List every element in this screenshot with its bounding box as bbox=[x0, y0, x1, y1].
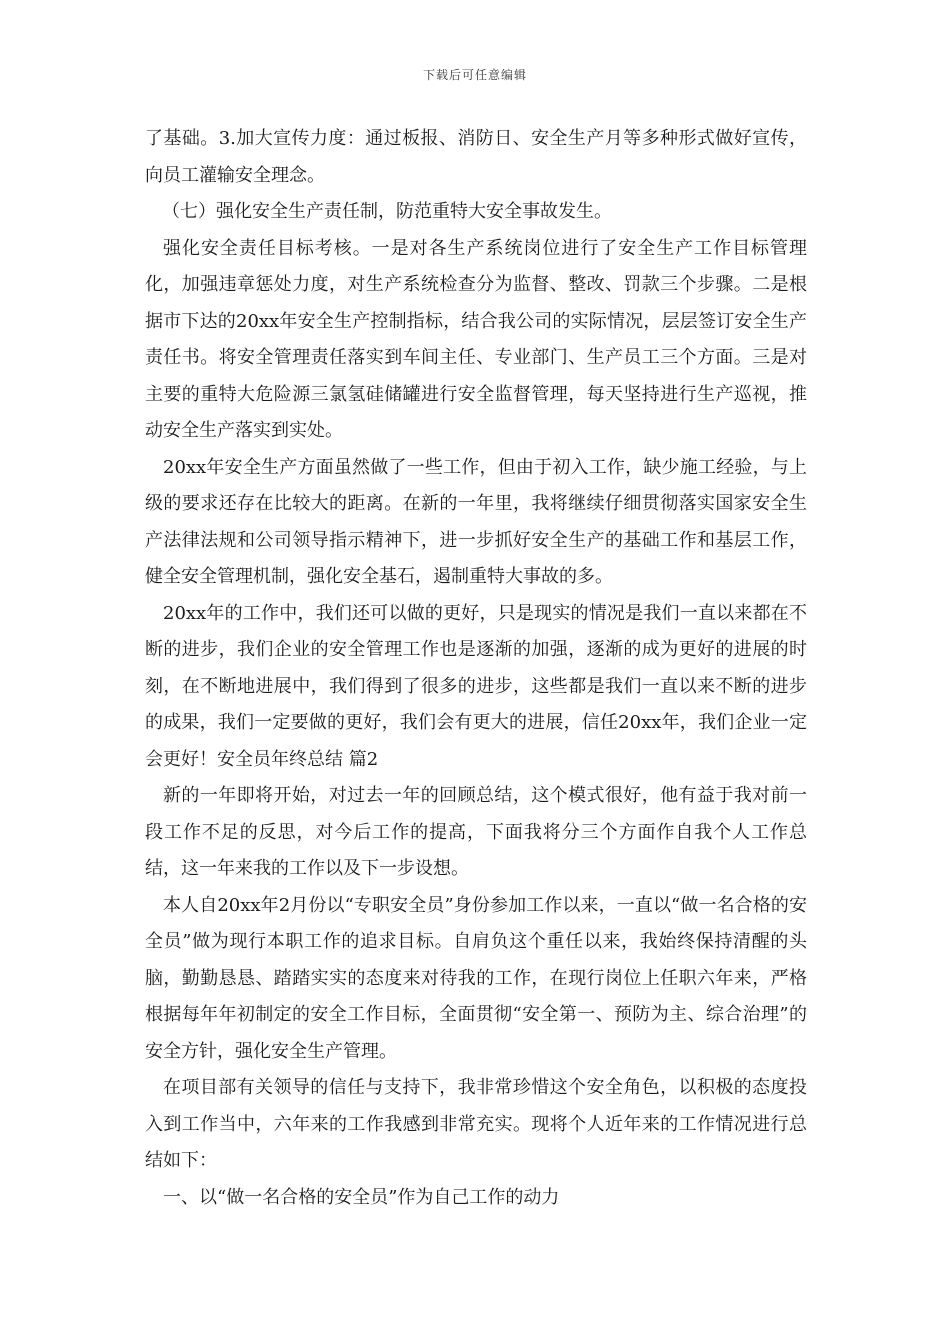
page-header: 下载后可任意编辑 bbox=[422, 68, 527, 82]
paragraph-2: 强化安全责任目标考核。一是对各生产系统岗位进行了安全生产工作目标管理化，加强违章惩处力度，对生产系统检查分为监督、整改、罚款三个步骤。二是根据市下达的20xx年安全生产控制指标，结合我公司的实际情况，层层签订安全生产责任书。将安全管理责任落实到车间主任、专业部门、生产员工三个方面。三是对主要的重特大危险源三氯氢硅储罐进行安全监督管理，每天坚持进行生产巡视，推动安全生产落实到实处。 bbox=[145, 237, 807, 441]
document-body bbox=[145, 121, 807, 1216]
paragraph-7: 在项目部有关领导的信任与支持下，我非常珍惜这个安全角色，以积极的态度投入到工作当中，六年来的工作我感到非常充实。现将个人近年来的工作情况进行总结如下： bbox=[145, 1077, 807, 1171]
paragraph-3: 20xx年安全生产方面虽然做了一些工作，但由于初入工作，缺少施工经验，与上级的要求还存在比较大的距离。在新的一年里，我将继续仔细贯彻落实国家安全生产法律法规和公司领导指示精神下，进一步抓好安全生产的基础工作和基层工作，健全安全管理机制，强化安全基石，遏制重特大事故的多。 bbox=[145, 456, 807, 587]
paragraph-1: 了基础。3.加大宣传力度：通过板报、消防日、安全生产月等多种形式做好宣传，向员工灌输安全理念。 bbox=[145, 128, 807, 186]
paragraph-6: 本人自20xx年2月份以“专职安全员”身份参加工作以来，一直以“做一名合格的安全员”做为现行本职工作的追求目标。自肩负这个重任以来，我始终保持清醒的头脑，勤勤恳恳、踏踏实实的态度来对待我的工作，在现行岗位上任职六年来，严格根据每年年初制定的安全工作目标，全面贯彻“安全第一、预防为主、综合治理”的安全方针，强化安全生产管理。 bbox=[145, 894, 807, 1062]
section-heading-1: 一、以“做一名合格的安全员”作为自己工作的动力 bbox=[163, 1186, 560, 1208]
paragraph-4: 20xx年的工作中，我们还可以做的更好，只是现实的情况是我们一直以来都在不断的进步，我们企业的安全管理工作也是逐渐的加强，逐渐的成为更好的进展的时刻，在不断地进展中，我们得到了很多的进步，这些都是我们一直以来不断的进步的成果，我们一定要做的更好，我们会有更大的进展，信任20xx年，我们企业一定会更好！安全员年终总结 篇2 bbox=[145, 602, 807, 770]
section-heading-7: （七）强化安全生产责任制，防范重特大安全事故发生。 bbox=[162, 201, 612, 222]
paragraph-5: 新的一年即将开始，对过去一年的回顾总结，这个模式很好，他有益于我对前一段工作不足的反思，对今后工作的提高，下面我将分三个方面作自我个人工作总结，这一年来我的工作以及下一步设想。 bbox=[145, 785, 807, 879]
